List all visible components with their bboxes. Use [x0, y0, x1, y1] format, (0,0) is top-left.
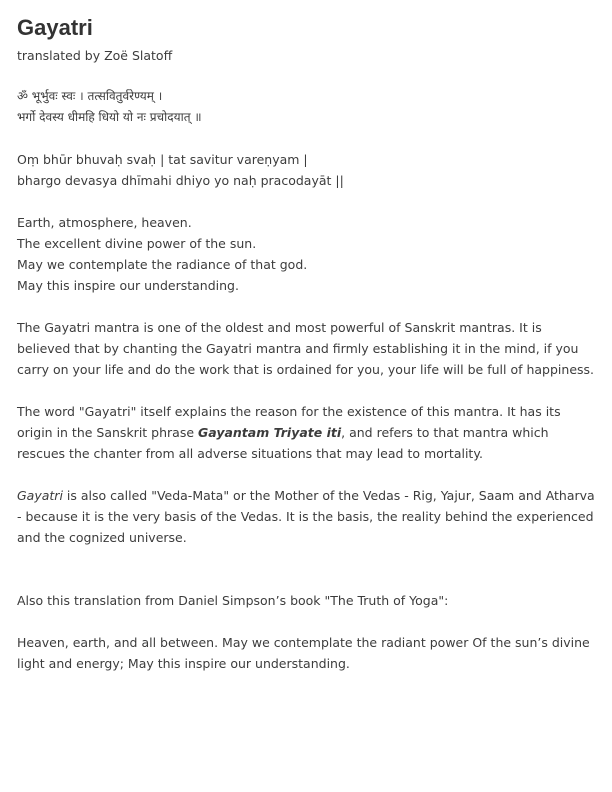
translation-verse [17, 212, 598, 296]
translation-line: May this inspire our understanding. [17, 278, 239, 293]
translation-line: Earth, atmosphere, heaven. [17, 215, 192, 230]
devanagari-line: ॐ भूर्भुवः स्वः । तत्सवितुर्वरेण्यम् । [17, 89, 163, 103]
transliteration-line: bhargo devasya dhīmahi dhiyo yo naḥ pracodayāt || [17, 173, 344, 188]
paragraph-word-meaning [17, 401, 598, 464]
gayatri-emphasis: Gayatri [17, 488, 63, 503]
paragraph-text: is also called "Veda-Mata" or the Mother of the Vedas - Rig, Yajur, Saam and Atharva - because it is the very basis of the Vedas. It is the basis, the reality behind the experienced and the cognized universe. [17, 488, 595, 545]
transliteration-line: Oṃ bhūr bhuvaḥ svaḥ | tat savitur vareṇyam | [17, 152, 308, 167]
paragraph-text: , and refers to that mantra which rescues the chanter from all adverse situations that may lead to mortality. [17, 425, 549, 461]
paragraph-mantra-origin: The Gayatri mantra is one of the oldest and most powerful of Sanskrit mantras. It is believed that by chanting the Gayatri mantra and firmly establishing it in the mind, if you carry on your life and do the work that is ordained for you, your life will be full of happiness. [17, 320, 595, 377]
translation-line: The excellent divine power of the sun. [17, 236, 257, 251]
paragraph-veda-mata [17, 485, 598, 548]
byline: translated by Zoë Slatoff [17, 48, 173, 63]
devanagari-line: भर्गो देवस्य धीमहि धियो यो नः प्रचोदयात् ॥ [17, 110, 202, 124]
simpson-translation: Heaven, earth, and all between. May we contemplate the radiant power Of the sun’s divine light and energy; May this inspire our understanding. [17, 635, 590, 671]
transliteration-verse [17, 149, 598, 191]
sanskrit-phrase: Gayantam Triyate iti [198, 425, 342, 440]
also-translation-intro: Also this translation from Daniel Simpson’s book "The Truth of Yoga": [17, 593, 449, 608]
translation-line: May we contemplate the radiance of that god. [17, 257, 308, 272]
devanagari-verse [17, 86, 598, 128]
paragraph-text: The word "Gayatri" itself explains the reason for the existence of this mantra. It has its origin in the Sanskrit phrase [17, 404, 561, 440]
page-title: Gayatri [17, 15, 93, 40]
